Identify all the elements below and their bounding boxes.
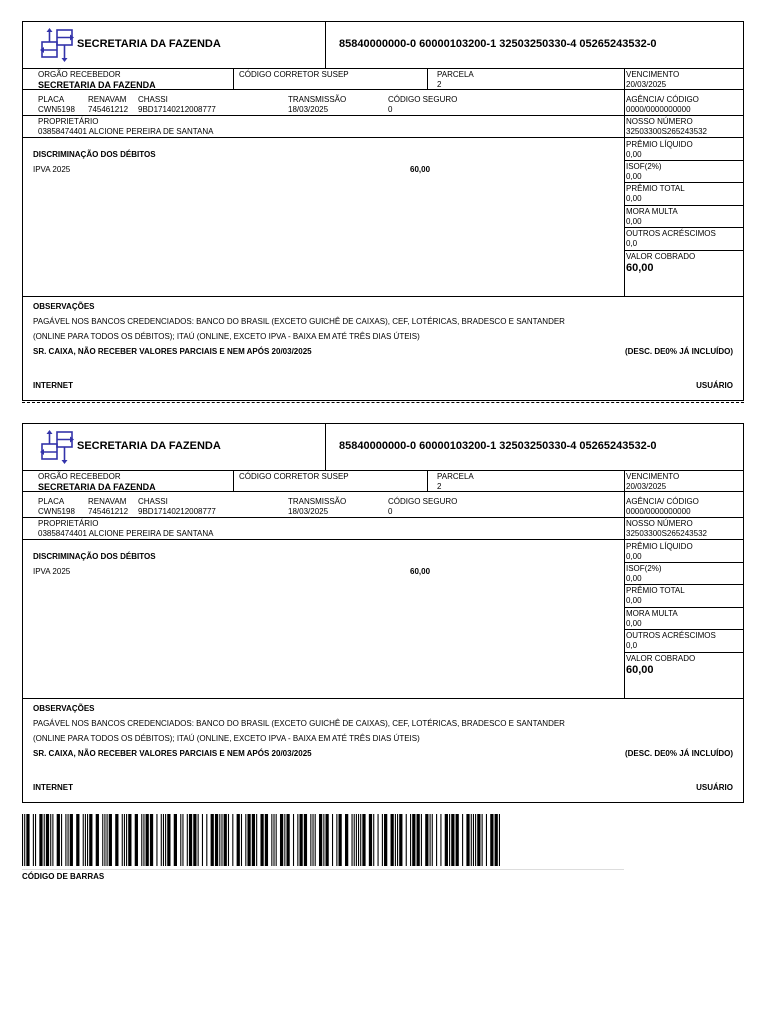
vencimento-label: VENCIMENTO bbox=[626, 70, 680, 79]
barcode-bar bbox=[471, 814, 472, 866]
box-divider bbox=[624, 562, 743, 563]
barcode-bar bbox=[163, 814, 164, 866]
barcode-bar bbox=[224, 814, 227, 866]
barcode-bar bbox=[124, 814, 125, 866]
outros-acrescimos-label: OUTROS ACRÉSCIMOS bbox=[626, 631, 716, 640]
barcode-bar bbox=[189, 814, 192, 866]
barcode-bar bbox=[382, 814, 383, 866]
barcode-bar bbox=[336, 814, 337, 866]
chassi-label: CHASSI bbox=[138, 95, 168, 104]
renavam-label: RENAVAM bbox=[88, 95, 127, 104]
barcode-bar bbox=[499, 814, 500, 866]
corretor-label: CÓDIGO CORRETOR SUSEP bbox=[239, 70, 349, 79]
observacoes-label: OBSERVAÇÕES bbox=[33, 704, 95, 713]
barcode-bar bbox=[466, 814, 469, 866]
barcode-bar bbox=[150, 814, 153, 866]
barcode-bar bbox=[319, 814, 322, 866]
barcode-bar bbox=[22, 814, 23, 866]
observacoes-label: OBSERVAÇÕES bbox=[33, 302, 95, 311]
agencia-label: AGÊNCIA/ CÓDIGO bbox=[626, 497, 699, 506]
barcode-bar bbox=[421, 814, 422, 866]
barcode-bar bbox=[412, 814, 415, 866]
barcode-bar bbox=[252, 814, 255, 866]
barcode-bar bbox=[486, 814, 487, 866]
barcode-bar bbox=[89, 814, 92, 866]
barcode-bar bbox=[391, 814, 394, 866]
orgao-value: SECRETARIA DA FAZENDA bbox=[38, 482, 156, 492]
barcode-bar bbox=[260, 814, 263, 866]
barcode-bar bbox=[202, 814, 203, 866]
mora-multa-label: MORA MULTA bbox=[626, 207, 678, 216]
barcode-bar bbox=[167, 814, 170, 866]
barcode-bar bbox=[430, 814, 431, 866]
barcode-bar bbox=[174, 814, 177, 866]
barcode-bar bbox=[449, 814, 450, 866]
barcode-bar bbox=[477, 814, 480, 866]
barcode-bar bbox=[293, 814, 294, 866]
barcode-bar bbox=[26, 814, 29, 866]
digitable-line: 85840000000-0 60000103200-1 32503250330-4 05265243532-0 bbox=[339, 440, 657, 452]
barcode-bar bbox=[406, 814, 407, 866]
slip-header bbox=[23, 22, 743, 69]
parcela-label: PARCELA bbox=[437, 472, 474, 481]
row-divider bbox=[23, 137, 743, 138]
barcode-bar bbox=[315, 814, 316, 866]
barcode-bar bbox=[352, 814, 353, 866]
barcode-bar bbox=[76, 814, 79, 866]
vencimento-value: 20/03/2025 bbox=[626, 482, 667, 491]
barcode-bar bbox=[378, 814, 379, 866]
barcode-bar bbox=[128, 814, 131, 866]
premio-total-value: 0,00 bbox=[626, 194, 642, 203]
barcode-bar bbox=[102, 814, 103, 866]
barcode-bar bbox=[338, 814, 341, 866]
barcode-bar bbox=[280, 814, 283, 866]
mora-multa-value: 0,00 bbox=[626, 217, 642, 226]
debito-valor: 60,00 bbox=[410, 567, 431, 576]
barcode-bar bbox=[182, 814, 183, 866]
agencia-value: 0000/0000000000 bbox=[626, 507, 691, 516]
barcode-bar bbox=[68, 814, 69, 866]
codigo-seguro-label: CÓDIGO SEGURO bbox=[388, 95, 458, 104]
discriminacao-label: DISCRIMINAÇÃO DOS DÉBITOS bbox=[33, 552, 156, 561]
box-divider bbox=[624, 160, 743, 161]
codigo-seguro-value: 0 bbox=[388, 105, 393, 114]
box-divider bbox=[624, 629, 743, 630]
payment-slip-2 bbox=[22, 423, 744, 803]
barcode-bar bbox=[475, 814, 476, 866]
barcode-bar bbox=[369, 814, 372, 866]
barcode-bar bbox=[115, 814, 118, 866]
barcode-bar bbox=[304, 814, 307, 866]
barcode-bar bbox=[221, 814, 222, 866]
row-divider bbox=[23, 539, 743, 540]
obs-line-2: (ONLINE PARA TODOS OS DÉBITOS); ITAÚ (ONLINE, EXCETO IPVA - BAIXA EM ATÉ TRÊS DIAS ÚTEIS) bbox=[33, 332, 420, 341]
chassi-label: CHASSI bbox=[138, 497, 168, 506]
barcode-bar bbox=[39, 814, 42, 866]
isof-value: 0,00 bbox=[626, 574, 642, 583]
usuario-label: USUÁRIO bbox=[696, 381, 733, 390]
barcode-bar bbox=[310, 814, 311, 866]
barcode-bar bbox=[384, 814, 387, 866]
outros-acrescimos-value: 0,0 bbox=[626, 239, 638, 248]
barcode-bar bbox=[206, 814, 207, 866]
barcode-bar bbox=[273, 814, 274, 866]
debito-descricao: IPVA 2025 bbox=[33, 165, 71, 174]
transmissao-value: 18/03/2025 bbox=[288, 507, 329, 516]
agencia-value: 0000/0000000000 bbox=[626, 105, 691, 114]
barcode-bar bbox=[143, 814, 144, 866]
agency-logo-icon bbox=[40, 430, 74, 464]
renavam-label: RENAVAM bbox=[88, 497, 127, 506]
premio-liquido-label: PRÊMIO LÍQUIDO bbox=[626, 140, 693, 149]
obs-line-3: SR. CAIXA, NÃO RECEBER VALORES PARCIAIS E NEM APÓS 20/03/2025 bbox=[33, 749, 312, 758]
outros-acrescimos-value: 0,0 bbox=[626, 641, 638, 650]
premio-liquido-value: 0,00 bbox=[626, 552, 642, 561]
obs-line-3: SR. CAIXA, NÃO RECEBER VALORES PARCIAIS E NEM APÓS 20/03/2025 bbox=[33, 347, 312, 356]
placa-value: CWN5198 bbox=[38, 105, 75, 114]
barcode-bar bbox=[425, 814, 428, 866]
barcode-bar bbox=[276, 814, 277, 866]
internet-label: INTERNET bbox=[33, 381, 73, 390]
barcode-bar bbox=[24, 814, 25, 866]
barcode-bar bbox=[87, 814, 88, 866]
transmissao-label: TRANSMISSÃO bbox=[288, 95, 347, 104]
barcode-bar bbox=[284, 814, 285, 866]
barcode-bar bbox=[265, 814, 268, 866]
barcode-bar bbox=[482, 814, 483, 866]
barcode-bar bbox=[241, 814, 242, 866]
mora-multa-label: MORA MULTA bbox=[626, 609, 678, 618]
box-divider bbox=[624, 584, 743, 585]
obs-line-1: PAGÁVEL NOS BANCOS CREDENCIADOS: BANCO DO BRASIL (EXCETO GUICHÊ DE CAIXAS), CEF, LOTÉRICAS, BRADESCO E SANTANDER bbox=[33, 719, 565, 728]
debito-descricao: IPVA 2025 bbox=[33, 567, 71, 576]
barcode-bar bbox=[462, 814, 463, 866]
barcode-bar bbox=[85, 814, 86, 866]
digitable-line: 85840000000-0 60000103200-1 32503250330-4 05265243532-0 bbox=[339, 38, 657, 50]
barcode-bar bbox=[432, 814, 433, 866]
proprietario-label: PROPRIETÁRIO bbox=[38, 117, 99, 126]
isof-label: ISOF(2%) bbox=[626, 564, 662, 573]
agency-name: SECRETARIA DA FAZENDA bbox=[77, 38, 221, 50]
barcode-bar bbox=[187, 814, 188, 866]
barcode-bar bbox=[286, 814, 289, 866]
box-divider bbox=[624, 227, 743, 228]
barcode-bar bbox=[219, 814, 220, 866]
barcode-bar bbox=[297, 814, 298, 866]
barcode-bar bbox=[456, 814, 459, 866]
header-divider bbox=[325, 22, 326, 68]
barcode-bar bbox=[215, 814, 218, 866]
agency-name: SECRETARIA DA FAZENDA bbox=[77, 440, 221, 452]
barcode-bar bbox=[96, 814, 99, 866]
orgao-value: SECRETARIA DA FAZENDA bbox=[38, 80, 156, 90]
barcode-bar bbox=[180, 814, 181, 866]
box-divider bbox=[624, 652, 743, 653]
nosso-numero-label: NOSSO NÚMERO bbox=[626, 519, 693, 528]
barcode-bar bbox=[198, 814, 199, 866]
barcode-bar bbox=[165, 814, 166, 866]
discriminacao-label: DISCRIMINAÇÃO DOS DÉBITOS bbox=[33, 150, 156, 159]
barcode-bar bbox=[46, 814, 49, 866]
barcode-baseline bbox=[22, 869, 624, 870]
cut-line bbox=[22, 402, 744, 403]
orgao-label: ORGÃO RECEBEDOR bbox=[38, 70, 121, 79]
barcode-bar bbox=[345, 814, 348, 866]
barcode-bar bbox=[211, 814, 214, 866]
barcode-bar bbox=[141, 814, 142, 866]
barcode-bar bbox=[104, 814, 105, 866]
barcode-bar bbox=[325, 814, 328, 866]
nosso-numero-value: 32503300S265243532 bbox=[626, 127, 707, 136]
barcode-bar bbox=[52, 814, 53, 866]
barcode-bar bbox=[44, 814, 45, 866]
isof-value: 0,00 bbox=[626, 172, 642, 181]
mora-multa-value: 0,00 bbox=[626, 619, 642, 628]
barcode-bar bbox=[57, 814, 60, 866]
box-divider bbox=[624, 250, 743, 251]
barcode-bar bbox=[360, 814, 361, 866]
cell-divider bbox=[427, 470, 428, 491]
barcode-bar bbox=[490, 814, 493, 866]
debito-valor: 60,00 bbox=[410, 165, 431, 174]
barcode-bar bbox=[445, 814, 448, 866]
barcode-bar bbox=[65, 814, 66, 866]
box-divider bbox=[624, 182, 743, 183]
placa-label: PLACA bbox=[38, 95, 65, 104]
row-divider bbox=[23, 115, 743, 116]
barcode-bar bbox=[35, 814, 36, 866]
barcode-bar bbox=[395, 814, 396, 866]
barcode-bar bbox=[436, 814, 437, 866]
parcela-label: PARCELA bbox=[437, 70, 474, 79]
placa-value: CWN5198 bbox=[38, 507, 75, 516]
chassi-value: 9BD17140212008777 bbox=[138, 507, 216, 516]
box-divider bbox=[624, 607, 743, 608]
header-divider bbox=[325, 424, 326, 470]
barcode-bar bbox=[495, 814, 498, 866]
obs-line-2: (ONLINE PARA TODOS OS DÉBITOS); ITAÚ (ONLINE, EXCETO IPVA - BAIXA EM ATÉ TRÊS DIAS ÚTEIS) bbox=[33, 734, 420, 743]
barcode-bar bbox=[247, 814, 250, 866]
barcode-bar bbox=[109, 814, 112, 866]
codigo-seguro-value: 0 bbox=[388, 507, 393, 516]
barcode-bar bbox=[256, 814, 257, 866]
barcode-bar bbox=[397, 814, 398, 866]
barcode-bar bbox=[356, 814, 357, 866]
barcode-bar bbox=[70, 814, 73, 866]
transmissao-label: TRANSMISSÃO bbox=[288, 497, 347, 506]
nosso-numero-value: 32503300S265243532 bbox=[626, 529, 707, 538]
barcode-bar bbox=[354, 814, 355, 866]
obs-line-1: PAGÁVEL NOS BANCOS CREDENCIADOS: BANCO DO BRASIL (EXCETO GUICHÊ DE CAIXAS), CEF, LOTÉRICAS, BRADESCO E SANTANDER bbox=[33, 317, 565, 326]
renavam-value: 745461212 bbox=[88, 105, 129, 114]
barcode-bar bbox=[362, 814, 365, 866]
barcode-image bbox=[22, 814, 500, 866]
barcode-bar bbox=[193, 814, 196, 866]
codigo-seguro-label: CÓDIGO SEGURO bbox=[388, 497, 458, 506]
premio-total-value: 0,00 bbox=[626, 596, 642, 605]
valor-cobrado-value: 60,00 bbox=[626, 262, 654, 274]
valor-cobrado-value: 60,00 bbox=[626, 664, 654, 676]
barcode-bar bbox=[440, 814, 441, 866]
cell-divider bbox=[233, 68, 234, 89]
premio-total-label: PRÊMIO TOTAL bbox=[626, 184, 685, 193]
barcode-bar bbox=[358, 814, 359, 866]
barcode-bar bbox=[399, 814, 402, 866]
barcode-bar bbox=[135, 814, 138, 866]
barcode-bar bbox=[146, 814, 149, 866]
premio-liquido-label: PRÊMIO LÍQUIDO bbox=[626, 542, 693, 551]
desconto-note: (DESC. DE0% JÁ INCLUÍDO) bbox=[624, 347, 733, 356]
placa-label: PLACA bbox=[38, 497, 65, 506]
payment-slip-1 bbox=[22, 21, 744, 401]
barcode-bar bbox=[33, 814, 34, 866]
barcode-bar bbox=[410, 814, 411, 866]
cell-divider bbox=[233, 470, 234, 491]
renavam-value: 745461212 bbox=[88, 507, 129, 516]
barcode-bar bbox=[237, 814, 240, 866]
barcode-bar bbox=[299, 814, 302, 866]
parcela-value: 2 bbox=[437, 80, 442, 89]
premio-liquido-value: 0,00 bbox=[626, 150, 642, 159]
barcode-label: CÓDIGO DE BARRAS bbox=[22, 872, 105, 881]
premio-total-label: PRÊMIO TOTAL bbox=[626, 586, 685, 595]
barcode-bar bbox=[373, 814, 374, 866]
vencimento-value: 20/03/2025 bbox=[626, 80, 667, 89]
corretor-label: CÓDIGO CORRETOR SUSEP bbox=[239, 472, 349, 481]
barcode-bar bbox=[332, 814, 333, 866]
barcode-bar bbox=[156, 814, 157, 866]
agency-logo-icon bbox=[40, 28, 74, 62]
barcode-bar bbox=[245, 814, 246, 866]
barcode-bar bbox=[83, 814, 84, 866]
box-divider bbox=[624, 205, 743, 206]
parcela-value: 2 bbox=[437, 482, 442, 491]
barcode-bar bbox=[323, 814, 324, 866]
barcode-bar bbox=[126, 814, 127, 866]
proprietario-value: 03858474401 ALCIONE PEREIRA DE SANTANA bbox=[38, 529, 214, 538]
transmissao-value: 18/03/2025 bbox=[288, 105, 329, 114]
barcode-bar bbox=[107, 814, 108, 866]
desconto-note: (DESC. DE0% JÁ INCLUÍDO) bbox=[624, 749, 733, 758]
section-divider bbox=[23, 296, 743, 297]
cell-divider bbox=[427, 68, 428, 89]
barcode-bar bbox=[271, 814, 272, 866]
section-divider bbox=[23, 698, 743, 699]
proprietario-label: PROPRIETÁRIO bbox=[38, 519, 99, 528]
internet-label: INTERNET bbox=[33, 783, 73, 792]
orgao-label: ORGÃO RECEBEDOR bbox=[38, 472, 121, 481]
barcode-bar bbox=[50, 814, 51, 866]
barcode-bar bbox=[161, 814, 162, 866]
barcode-bar bbox=[473, 814, 474, 866]
chassi-value: 9BD17140212008777 bbox=[138, 105, 216, 114]
barcode-bar bbox=[417, 814, 420, 866]
barcode-bar bbox=[312, 814, 313, 866]
barcode-bar bbox=[61, 814, 62, 866]
outros-acrescimos-label: OUTROS ACRÉSCIMOS bbox=[626, 229, 716, 238]
barcode-bar bbox=[228, 814, 229, 866]
valor-cobrado-label: VALOR COBRADO bbox=[626, 654, 696, 663]
nosso-numero-label: NOSSO NÚMERO bbox=[626, 117, 693, 126]
vencimento-label: VENCIMENTO bbox=[626, 472, 680, 481]
valor-cobrado-label: VALOR COBRADO bbox=[626, 252, 696, 261]
row-divider bbox=[23, 517, 743, 518]
barcode-bar bbox=[451, 814, 454, 866]
barcode-bar bbox=[122, 814, 123, 866]
slip-header bbox=[23, 424, 743, 471]
usuario-label: USUÁRIO bbox=[696, 783, 733, 792]
barcode-bar bbox=[232, 814, 233, 866]
isof-label: ISOF(2%) bbox=[626, 162, 662, 171]
agencia-label: AGÊNCIA/ CÓDIGO bbox=[626, 95, 699, 104]
proprietario-value: 03858474401 ALCIONE PEREIRA DE SANTANA bbox=[38, 127, 214, 136]
